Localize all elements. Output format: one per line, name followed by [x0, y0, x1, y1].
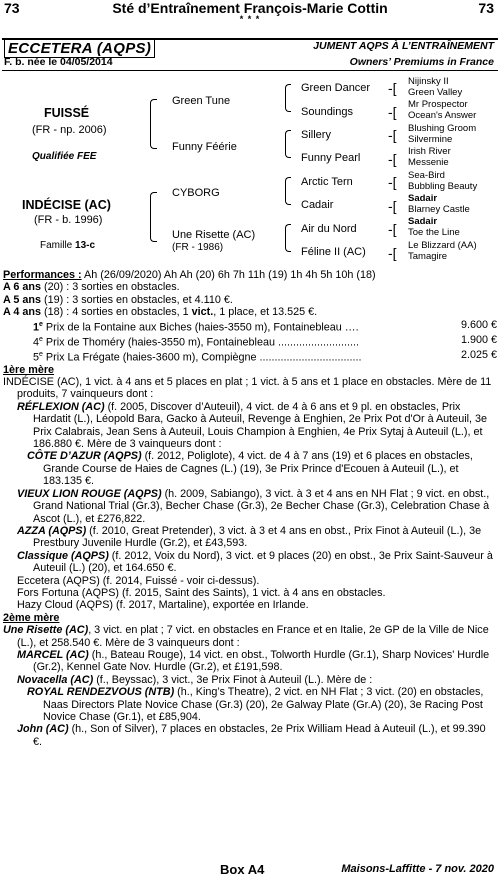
sire-qualification: Qualifiée FEE [32, 151, 97, 162]
horse-status: JUMENT AQPS À L’ENTRAÎNEMENT [313, 40, 494, 52]
pedigree-g2: Funny Féérie [172, 141, 237, 153]
produce-entry: AZZA (AQPS) (f. 2010, Great Pretender), 3 vict. à 3 et 4 ans en obst., Prix Finot à Auteuil (L.), 3e Prestbury Juvenile Hurdle (Gr.2), et £43,593. [17, 524, 482, 550]
pedigree-g4: Mr Prospector [408, 99, 468, 110]
horse-birth: F. b. née le 04/05/2014 [4, 56, 113, 68]
dam-name: INDÉCISE (AC) [22, 198, 111, 212]
consignor-title: Sté d’Entraînement François-Marie Cottin [112, 0, 388, 16]
produce-entry: RÉFLEXION (AC) (f. 2005, Discover d’Auteuil), 4 vict. de 4 à 6 ans et 9 pl. en obstacles, Prix Hardatit (L.), Léopold Bara, Gacko à Auteuil, Revenge à Enghien, 2e Prix Pot d'Or à Auteuil, 3e Prix Calabrais, Jean Sens à Auteuil, Louis Champion à Enghien, 4e Prix Sytaj à Auteuil (L.), et 186.880 €. Mère de 3 vainqueurs dont : [17, 400, 488, 451]
pedigree-g4: Irish River [408, 146, 451, 157]
first-dam-intro: INDÉCISE (AC), 1 vict. à 4 ans et 5 places en plat ; 1 vict. à 5 ans et 1 place en obstacles. Mère de 11 produits, 7 vainqueurs dont : [3, 376, 492, 401]
produce-entry: MARCEL (AC) (h., Bateau Rouge), 14 vict. en obst., Tolworth Hurdle (Gr.1), Sharp Novices' Hurdle (Gr.2), Kennel Gate Nov. Hurdle (Gr.2), et £191,598. [17, 648, 490, 674]
sire-name: FUISSÉ [44, 106, 90, 120]
race-line: 5e Prix La Frégate (haies-3600 m), Compiègne .................................. 2.025 € [33, 348, 497, 364]
pedigree-g4: Sea-Bird [408, 170, 445, 181]
first-dam-heading: 1ère mère [3, 363, 55, 376]
pedigree-g3: Sillery [301, 129, 331, 141]
bracket: -[ [388, 221, 397, 237]
box-number: Box A4 [220, 862, 265, 877]
pedigree-g2: CYBORG [172, 187, 220, 199]
pedigree-g2: Une Risette (AC) [172, 229, 256, 241]
bracket [150, 99, 157, 149]
age-5-line: A 5 ans (19) : 3 sorties en obstacles, et 4.110 €. [3, 293, 233, 306]
pedigree-g4: Nijinsky II [408, 76, 449, 87]
produce-entry: Hazy Cloud (AQPS) (f. 2017, Martaline), exportée en Irlande. [17, 599, 309, 612]
pedigree-g4: Toe the Line [408, 227, 460, 238]
pedigree-g4: Silvermine [408, 134, 453, 145]
second-dam-heading: 2ème mère [3, 611, 60, 624]
divider [2, 70, 498, 71]
bracket: -[ [388, 245, 397, 261]
pedigree-g3: Arctic Tern [301, 176, 353, 188]
pedigree-g4: Blarney Castle [408, 204, 470, 215]
pedigree-g4: Sadair [408, 216, 438, 227]
pedigree-g4: Blushing Groom [408, 123, 477, 134]
pedigree-g4: Green Valley [408, 87, 463, 98]
produce-entry: Eccetera (AQPS) (f. 2014, Fuissé - voir ci-dessus). [17, 574, 260, 587]
produce-entry: John (AC) (h., Son of Silver), 7 places en obstacles, 2e Prix William Head à Auteuil (L.), et 99.390 €. [17, 723, 486, 748]
pedigree-g3: Féline II (AC) [301, 246, 366, 258]
bracket: -[ [388, 174, 397, 190]
produce-entry: Classique (AQPS) (f. 2012, Voix du Nord), 3 vict. et 9 places (20) en obst., 3e Prix Saint-Sauveur à Auteuil (L.) (20), et 164.650 €. [17, 549, 493, 575]
pedigree-g4: Le Blizzard (AA) [408, 240, 477, 251]
bracket [150, 192, 157, 242]
sire-info: (FR - np. 2006) [32, 124, 107, 136]
age-4-line: A 4 ans (18) : 4 sorties en obstacles, 1 vict., 1 place, et 13.525 €. [3, 306, 318, 319]
produce-entry: VIEUX LION ROUGE (AQPS) (h. 2009, Sabiango), 3 vict. à 3 et 4 ans en NH Flat ; 9 vict. en obst., Grand National Trial (Gr.3), Becher Chase (Gr.3), 2e Becher Chase (Gr.3), Celebration Chase à Ascot (L.), et £276,822. [17, 487, 490, 525]
pedigree-g4: Messenie [408, 157, 449, 168]
lot-number-left: 73 [4, 0, 20, 16]
pedigree-g4: Tamagire [408, 251, 448, 262]
bracket [285, 84, 291, 112]
bracket: -[ [388, 198, 397, 214]
owners-premiums: Owners’ Premiums in France [349, 56, 494, 68]
bracket: -[ [388, 127, 397, 143]
bracket [285, 177, 291, 205]
pedigree-g2: Green Tune [172, 95, 231, 107]
pedigree-g4: Sadair [408, 193, 438, 204]
bracket: -[ [388, 104, 397, 120]
pedigree-g3: Air du Nord [301, 223, 357, 235]
produce-entry: Novacella (AC) (f., Beyssac), 3 vict., 3e Prix Finot à Auteuil (L.). Mère de : [17, 673, 373, 686]
dam-family: Famille 13-c [40, 240, 96, 251]
horse-name: ECCETERA (AQPS) [4, 40, 155, 57]
bracket [285, 224, 291, 252]
sale-place-date: Maisons-Laffitte - 7 nov. 2020 [341, 863, 494, 875]
dam-info: (FR - b. 1996) [34, 214, 103, 226]
pedigree-g4: Bubbling Beauty [408, 181, 478, 192]
pedigree-g3: Funny Pearl [301, 152, 361, 164]
race-line: 4e Prix de Thoméry (haies-3550 m), Fontainebleau ........................... 1.900 € [33, 333, 497, 349]
performances-line: Performances : Ah (26/09/2020) Ah Ah (20) 6h 7h 11h (19) 1h 4h 5h 10h (18) [3, 269, 376, 281]
lot-number-right: 73 [478, 0, 494, 16]
second-dam-intro: Une Risette (AC), 3 vict. en plat ; 7 vict. en obstacles en France et en Italie, 2e GP de la Ville de Nice (L.), et 258.540 €. Mère de 3 vainqueurs dont : [3, 624, 489, 649]
produce-entry: ROYAL RENDEZVOUS (NTB) (h., King’s Theatre), 2 vict. en NH Flat ; 3 vict. (20) en obstacles, Naas Directors Plate Novice Chase (Gr.3) (20), 2e Galway Plate (Gr.A) (20), 3e Racing Post Novice Chase (Gr.1), et £85,904. [27, 686, 484, 723]
produce-entry: Fors Fortuna (AQPS) (f. 2015, Saint des Saints), 1 vict. à 4 ans en obstacles. [17, 586, 386, 599]
header-stars: * * * [239, 14, 261, 24]
race-line: 1e Prix de la Fontaine aux Biches (haies-3550 m), Fontainebleau …. 9.600 € [33, 318, 497, 334]
age-6-line: A 6 ans (20) : 3 sorties en obstacles. [3, 281, 180, 294]
produce-entry: CÔTE D’AZUR (AQPS) (f. 2012, Poliglote), 4 vict. de 4 à 7 ans (19) et 6 places en obstacles, Grande Course de Haies de Cagnes (L.) (19), 3e Prix Prince d'Ecouen à Auteuil (L.), et 183.135 €. [27, 450, 473, 488]
page-footer [0, 859, 500, 879]
pedigree-g3: Soundings [301, 106, 353, 118]
pedigree-g2-info: (FR - 1986) [172, 242, 224, 253]
pedigree-g3: Green Dancer [301, 82, 371, 94]
bracket: -[ [388, 151, 397, 167]
catalogue-body [3, 269, 497, 748]
pedigree-g4: Ocean's Answer [408, 110, 477, 121]
pedigree-g3: Cadair [301, 199, 334, 211]
bracket [285, 130, 291, 158]
bracket: -[ [388, 80, 397, 96]
